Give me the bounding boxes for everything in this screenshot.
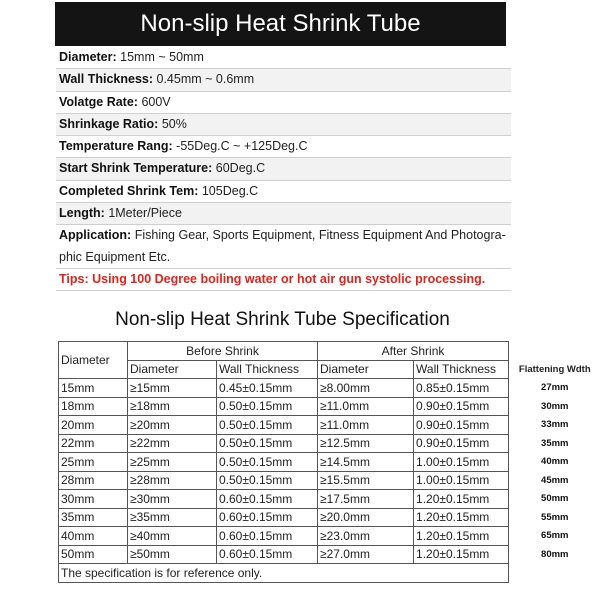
table-title: Non-slip Heat Shrink Tube Specification	[115, 309, 450, 330]
cell-size: 35mm	[59, 508, 128, 527]
spec-label: Start Shrink Temperature:	[59, 161, 213, 176]
cell-flattening-width: 50mm	[509, 490, 600, 509]
cell-after-diameter: ≥8.00mm	[318, 379, 414, 398]
spec-value: 60Deg.C	[215, 161, 266, 176]
cell-after-wall: 1.00±0.15mm	[414, 453, 509, 472]
spec-completed-shrink-temp	[56, 181, 511, 203]
cell-flattening-width: 55mm	[509, 508, 600, 527]
table-row	[59, 545, 600, 564]
cell-after-wall: 1.20±0.15mm	[414, 508, 509, 527]
footer-note: The specification is for reference only.	[59, 564, 509, 583]
spec-temperature-range	[56, 136, 511, 158]
cell-before-diameter: ≥20mm	[128, 416, 217, 435]
cell-before-wall: 0.50±0.15mm	[217, 434, 318, 453]
spec-value: Fishing Gear, Sports Equipment, Fitness Equipment And Photogra-	[134, 228, 506, 243]
cell-after-wall: 1.20±0.15mm	[414, 527, 509, 546]
cell-flattening-width: 30mm	[509, 397, 600, 416]
cell-size: 22mm	[59, 434, 128, 453]
cell-before-diameter: ≥22mm	[128, 434, 217, 453]
banner-title: Non-slip Heat Shrink Tube	[55, 2, 506, 46]
cell-before-wall: 0.60±0.15mm	[217, 508, 318, 527]
tips-text: Tips: Using 100 Degree boiling water or hot air gun systolic processing.	[56, 269, 511, 291]
cell-before-wall: 0.45±0.15mm	[217, 379, 318, 398]
table-row	[59, 527, 600, 546]
spec-shrinkage-ratio	[56, 114, 511, 136]
cell-after-wall: 0.85±0.15mm	[414, 379, 509, 398]
table-row	[59, 397, 600, 416]
cell-after-diameter: ≥17.5mm	[318, 490, 414, 509]
spec-value: 600V	[141, 94, 171, 109]
cell-size: 25mm	[59, 453, 128, 472]
spec-list	[56, 47, 511, 291]
cell-before-wall: 0.60±0.15mm	[217, 527, 318, 546]
spec-label: Completed Shrink Tem:	[59, 183, 199, 198]
cell-before-wall: 0.50±0.15mm	[217, 471, 318, 490]
cell-before-diameter: ≥50mm	[128, 545, 217, 564]
footer-blank	[509, 564, 600, 583]
header-diameter: Diameter	[59, 342, 128, 379]
spec-application	[56, 225, 511, 246]
cell-flattening-width: 27mm	[509, 379, 600, 398]
table-row	[59, 508, 600, 527]
cell-after-diameter: ≥27.0mm	[318, 545, 414, 564]
spec-value: 15mm ~ 50mm	[120, 50, 204, 64]
cell-size: 50mm	[59, 545, 128, 564]
spec-value: 1Meter/Piece	[108, 206, 182, 221]
table-subheader-row	[59, 360, 600, 379]
spec-voltage-rate	[56, 92, 511, 114]
cell-before-diameter: ≥30mm	[128, 490, 217, 509]
subheader-after-diameter: Diameter	[318, 360, 414, 379]
table-row	[59, 416, 600, 435]
header-after-shrink: After Shrink	[318, 342, 509, 361]
cell-size: 28mm	[59, 471, 128, 490]
cell-size: 30mm	[59, 490, 128, 509]
cell-size: 40mm	[59, 527, 128, 546]
cell-flattening-width: 40mm	[509, 453, 600, 472]
cell-after-wall: 0.90±0.15mm	[414, 416, 509, 435]
cell-flattening-width: 35mm	[509, 434, 600, 453]
cell-before-diameter: ≥18mm	[128, 397, 217, 416]
subheader-before-diameter: Diameter	[128, 360, 217, 379]
table-header-row	[59, 342, 600, 361]
cell-after-diameter: ≥15.5mm	[318, 471, 414, 490]
spec-application-cont	[56, 247, 511, 269]
table-footer-row	[59, 564, 600, 583]
header-blank	[509, 342, 600, 361]
spec-wall-thickness	[56, 69, 511, 91]
header-before-shrink: Before Shrink	[128, 342, 318, 361]
cell-after-diameter: ≥11.0mm	[318, 397, 414, 416]
cell-before-diameter: ≥25mm	[128, 453, 217, 472]
cell-after-wall: 1.00±0.15mm	[414, 471, 509, 490]
cell-before-diameter: ≥40mm	[128, 527, 217, 546]
cell-after-wall: 0.90±0.15mm	[414, 397, 509, 416]
cell-after-wall: 0.90±0.15mm	[414, 434, 509, 453]
spec-label: Diameter:	[59, 50, 117, 64]
cell-before-wall: 0.50±0.15mm	[217, 397, 318, 416]
table-row	[59, 453, 600, 472]
cell-before-wall: 0.60±0.15mm	[217, 490, 318, 509]
cell-before-diameter: ≥15mm	[128, 379, 217, 398]
cell-after-diameter: ≥12.5mm	[318, 434, 414, 453]
table-row	[59, 379, 600, 398]
spec-diameter	[56, 47, 511, 69]
cell-after-wall: 1.20±0.15mm	[414, 490, 509, 509]
spec-value: 50%	[161, 116, 187, 131]
subheader-before-wall: Wall Thickness	[217, 360, 318, 379]
cell-before-wall: 0.50±0.15mm	[217, 453, 318, 472]
cell-after-diameter: ≥11.0mm	[318, 416, 414, 435]
cell-size: 18mm	[59, 397, 128, 416]
cell-after-diameter: ≥14.5mm	[318, 453, 414, 472]
spec-label: Shrinkage Ratio:	[59, 116, 159, 131]
header-flattening-width: Flattening Wdth	[509, 360, 600, 379]
spec-value: 0.45mm ~ 0.6mm	[156, 72, 255, 87]
spec-label: Wall Thickness:	[59, 72, 154, 87]
spec-value: 105Deg.C	[201, 183, 259, 198]
cell-before-wall: 0.60±0.15mm	[217, 545, 318, 564]
cell-before-diameter: ≥28mm	[128, 471, 217, 490]
cell-before-diameter: ≥35mm	[128, 508, 217, 527]
cell-flattening-width: 45mm	[509, 471, 600, 490]
spec-label: Volatge Rate:	[59, 94, 138, 109]
subheader-after-wall: Wall Thickness	[414, 360, 509, 379]
spec-label: Length:	[59, 206, 105, 221]
cell-before-wall: 0.50±0.15mm	[217, 416, 318, 435]
cell-size: 15mm	[59, 379, 128, 398]
cell-flattening-width: 80mm	[509, 545, 600, 564]
spec-table	[58, 341, 600, 583]
spec-value: -55Deg.C ~ +125Deg.C	[176, 139, 308, 154]
cell-flattening-width: 33mm	[509, 416, 600, 435]
spec-label: Application:	[59, 228, 132, 243]
cell-flattening-width: 65mm	[509, 527, 600, 546]
table-row	[59, 434, 600, 453]
table-row	[59, 471, 600, 490]
cell-after-diameter: ≥20.0mm	[318, 508, 414, 527]
spec-value: phic Equipment Etc.	[59, 249, 171, 264]
cell-after-diameter: ≥23.0mm	[318, 527, 414, 546]
spec-label: Temperature Rang:	[59, 139, 173, 154]
spec-start-shrink-temp	[56, 158, 511, 180]
table-row	[59, 490, 600, 509]
spec-length	[56, 203, 511, 225]
cell-after-wall: 1.20±0.15mm	[414, 545, 509, 564]
cell-size: 20mm	[59, 416, 128, 435]
